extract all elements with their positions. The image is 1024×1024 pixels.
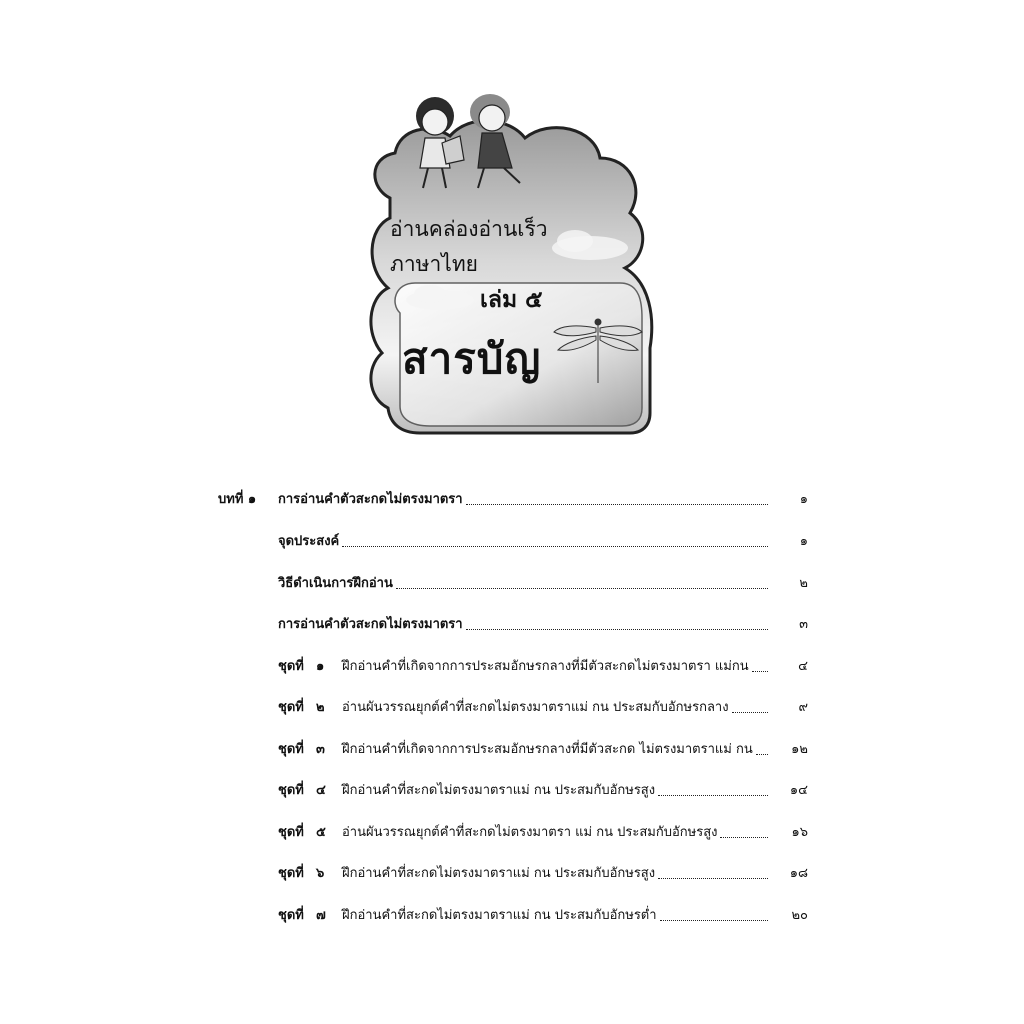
entry-title: จุดประสงค์ [278,534,340,549]
set-label: ชุดที่ [278,866,304,881]
toc-entry [278,572,808,596]
dot-leader [756,754,768,755]
page-number: ๑๖ [791,825,808,840]
toc-entry [278,904,808,928]
toc-entry [278,655,808,679]
toc-entry [278,488,808,512]
set-label: ชุดที่ [278,908,304,923]
set-label: ชุดที่ [278,700,304,715]
toc-entry [278,779,808,803]
entry-title: การอ่านคำตัวสะกดไม่ตรงมาตรา [278,492,463,507]
entry-title: อ่านผันวรรณยุกต์คำที่สะกดไม่ตรงมาตรา แม่ กน ประสมกับอักษรสูง [342,825,718,840]
set-number: ๑ [316,659,325,674]
toc-entry [278,862,808,886]
set-number: ๓ [316,742,325,757]
set-label: ชุดที่ [278,825,304,840]
dot-leader [752,671,768,672]
dot-leader [396,588,768,589]
entry-title: ฝึกอ่านคำที่สะกดไม่ตรงมาตราแม่ กน ประสมกับอักษรต่ำ [342,908,657,923]
page-number: ๑๒ [791,742,808,757]
dot-leader [732,712,768,713]
page-number: ๑๘ [789,866,808,881]
toc-entry [278,530,808,554]
dot-leader [720,837,768,838]
set-number: ๔ [316,783,326,798]
dot-leader [342,546,768,547]
toc-entry [278,821,808,845]
entry-title: การอ่านคำตัวสะกดไม่ตรงมาตรา [278,617,463,632]
page-number: ๓ [799,617,808,632]
set-label: ชุดที่ [278,783,304,798]
dot-leader [658,795,768,796]
dot-leader [466,504,768,505]
page-number: ๑ [799,534,808,549]
page-number: ๙ [798,700,808,715]
chapter-label: บทที่ ๑ [218,492,257,507]
entry-title: วิธีดำเนินการฝึกอ่าน [278,576,393,591]
set-number: ๖ [316,866,325,881]
series-title-line2: ภาษาไทย [390,252,478,276]
dot-leader [466,629,768,630]
page-number: ๑๔ [789,783,808,798]
page-number: ๒๐ [791,908,808,923]
chapter-label-row [218,488,278,512]
entry-title: อ่านผันวรรณยุกต์คำที่สะกดไม่ตรงมาตราแม่ กน ประสมกับอักษรกลาง [342,700,729,715]
page-number: ๒ [799,576,808,591]
series-title-line1: อ่านคล่องอ่านเร็ว [390,217,548,241]
set-label: ชุดที่ [278,659,304,674]
dot-leader [658,878,768,879]
set-number: ๕ [316,825,326,840]
toc-entry [278,696,808,720]
set-number: ๒ [316,700,325,715]
page-number: ๑ [799,492,808,507]
toc-entry [278,613,808,637]
toc-entry [278,738,808,762]
set-number: ๗ [316,908,326,923]
set-label: ชุดที่ [278,742,304,757]
entry-title: ฝึกอ่านคำที่เกิดจากการประสมอักษรกลางที่มีตัวสะกดไม่ตรงมาตรา แม่กน [342,659,749,674]
volume-label: เล่ม ๕ [480,287,543,313]
page-number: ๔ [798,659,808,674]
title-banner [360,88,660,438]
page-title: สารบัญ [402,334,542,383]
entry-title: ฝึกอ่านคำที่สะกดไม่ตรงมาตราแม่ กน ประสมกับอักษรสูง [342,783,656,798]
dot-leader [660,920,768,921]
entry-title: ฝึกอ่านคำที่สะกดไม่ตรงมาตราแม่ กน ประสมกับอักษรสูง [342,866,656,881]
entry-title: ฝึกอ่านคำที่เกิดจากการประสมอักษรกลางที่มีตัวสะกด ไม่ตรงมาตราแม่ กน [342,742,753,757]
